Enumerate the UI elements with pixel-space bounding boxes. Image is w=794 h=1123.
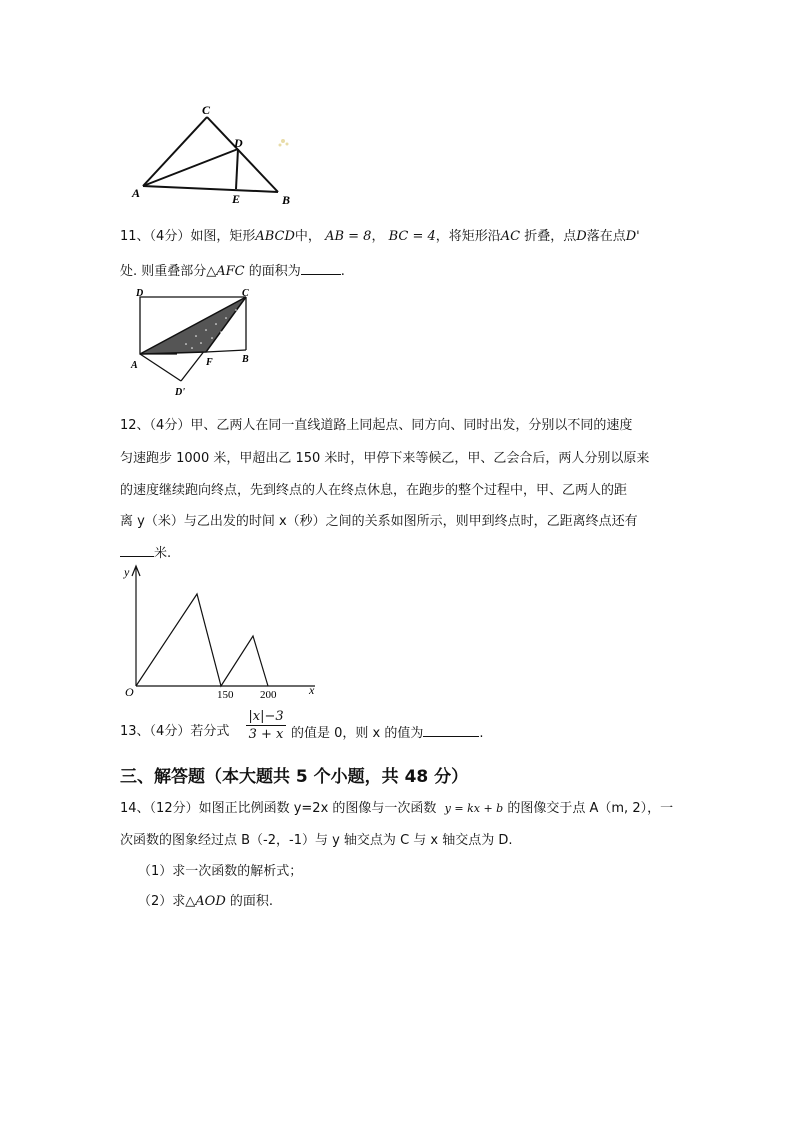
rect-label-f: F xyxy=(206,357,213,368)
q14-sub1: （1）求一次函数的解析式； xyxy=(138,864,303,879)
label-a: A xyxy=(132,186,141,200)
q12-line1: 12、（4分）甲、乙两人在同一直线道路上同起点、同方向、同时出发，分别以不同的速度 xyxy=(120,418,633,433)
q12-line5: 米. xyxy=(120,544,171,562)
q12-line3: 的速度继续跑向终点，先到终点的人在终点休息，在跑步的整个过程中，甲、乙两人的距 xyxy=(120,483,628,498)
x-axis-label: x xyxy=(309,683,315,697)
distance-line xyxy=(136,594,268,686)
tick-label-200: 200 xyxy=(260,689,277,700)
folded-rectangle-figure xyxy=(126,288,266,403)
origin-label: O xyxy=(125,685,134,699)
fraction-numerator: |x|−3 xyxy=(248,709,284,724)
q13-prefix: 13、（4分）若分式 xyxy=(120,724,230,739)
fraction-denominator: 3 + x xyxy=(248,727,284,742)
label-e: E xyxy=(232,192,241,206)
rect-side-fb-right xyxy=(206,350,246,352)
label-b: B xyxy=(282,193,291,207)
q12-line2: 匀速跑步 1000 米，甲超出乙 150 米时，甲停下来等候乙，甲、乙会合后，两人分别以原来 xyxy=(120,451,650,466)
tick-label-150: 150 xyxy=(217,689,234,700)
q12-answer-blank[interactable] xyxy=(120,544,154,557)
q11-line1: 11、（4分）如图，矩形ABCD中， AB = 8， BC = 4，将矩形沿AC 折叠，点D落在点D' xyxy=(120,229,640,244)
scan-smudge xyxy=(279,139,289,147)
q14-line2: 次函数的图象经过点 B（-2，-1）与 y 轴交点为 C 与 x 轴交点为 D. xyxy=(120,833,513,848)
rect-label-d-prime: D' xyxy=(175,387,185,398)
overlap-triangle-afc xyxy=(140,297,246,354)
rect-label-b: B xyxy=(242,354,249,365)
triangle-segment-ad xyxy=(143,149,238,186)
section-three-heading: 三、解答题（本大题共 5 个小题，共 48 分） xyxy=(120,767,469,787)
triangle-side-ac xyxy=(143,117,207,186)
q13-answer-blank[interactable] xyxy=(423,724,479,737)
q13-suffix: 的值是 0，则 x 的值为 . xyxy=(291,726,484,741)
distance-time-graph xyxy=(115,560,330,700)
q13-fraction xyxy=(246,709,286,742)
label-d: D xyxy=(234,136,243,150)
triangle-segment-de xyxy=(236,149,238,189)
q12-line4: 离 y（米）与乙出发的时间 x（秒）之间的关系如图所示，则甲到终点时，乙距离终点还有 xyxy=(120,514,638,529)
q11-answer-blank[interactable] xyxy=(301,262,341,275)
q14-sub2: （2）求△AOD 的面积. xyxy=(138,894,274,909)
label-c: C xyxy=(202,103,211,117)
rect-label-d: D xyxy=(136,288,144,299)
rect-label-a: A xyxy=(131,360,138,371)
y-axis-label: y xyxy=(124,565,130,579)
rect-label-c: C xyxy=(242,288,249,299)
rect-segment-ad-prime xyxy=(140,354,181,381)
q14-line1: 14、（12分）如图正比例函数 y=2x 的图像与一次函数 y = kx + b 的图像交于点 A（m, 2），一 xyxy=(120,801,674,816)
fraction-bar xyxy=(246,725,286,726)
triangle-side-ab xyxy=(143,186,278,192)
triangle-side-cb xyxy=(207,117,278,192)
q11-line2: 处. 则重叠部分△AFC 的面积为 . xyxy=(120,264,345,279)
triangle-figure xyxy=(120,100,320,210)
